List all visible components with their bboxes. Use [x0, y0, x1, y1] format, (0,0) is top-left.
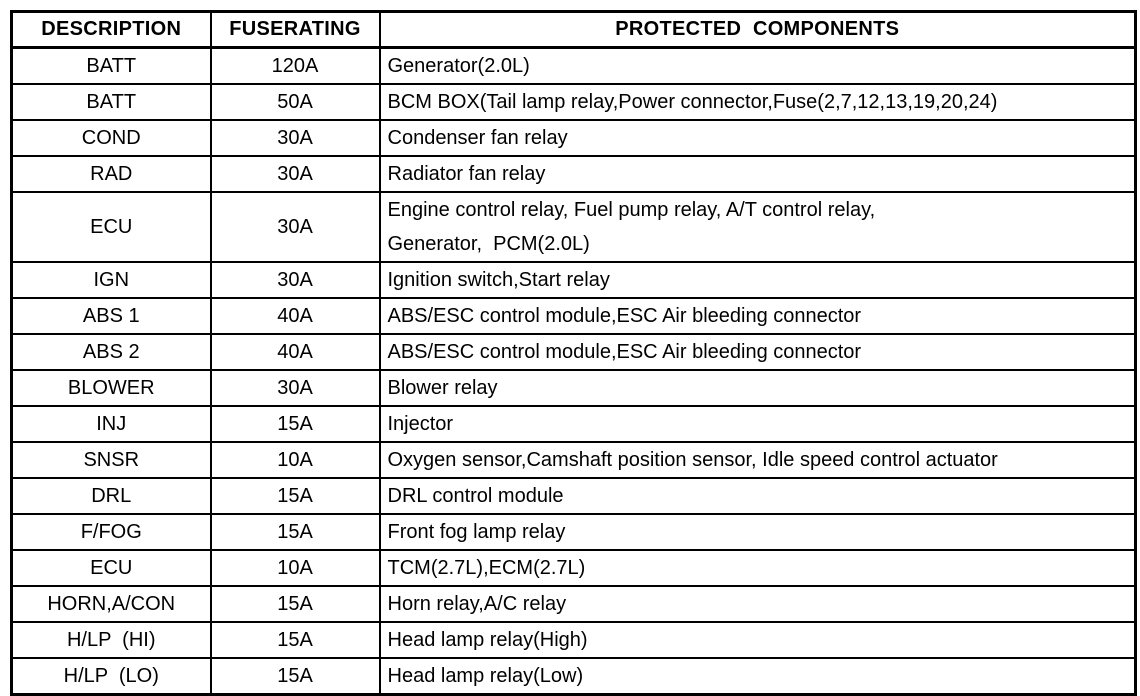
cell-description: INJ: [12, 406, 211, 442]
cell-fuse-rating: 50A: [211, 84, 380, 120]
cell-fuse-rating: 10A: [211, 442, 380, 478]
cell-fuse-rating: 15A: [211, 514, 380, 550]
table-body: [12, 48, 1136, 695]
cell-protected-components: [380, 514, 1136, 550]
cell-protected-components: [380, 442, 1136, 478]
header-description: DESCRIPTION: [12, 12, 211, 48]
component-line: ABS/ESC control module,ESC Air bleeding connector: [387, 341, 862, 363]
header-protected-components: PROTECTED COMPONENTS: [380, 12, 1136, 48]
fuse-table: [10, 10, 1137, 696]
cell-description: ABS 1: [12, 298, 211, 334]
table-row: [12, 84, 1136, 120]
component-line: Ignition switch,Start relay: [387, 269, 610, 291]
cell-protected-components: [380, 192, 1136, 262]
cell-description: BATT: [12, 84, 211, 120]
cell-protected-components: [380, 156, 1136, 192]
cell-protected-components: [380, 84, 1136, 120]
cell-description: RAD: [12, 156, 211, 192]
table-row: [12, 622, 1136, 658]
component-line: Generator(2.0L): [387, 55, 530, 77]
cell-protected-components: [380, 406, 1136, 442]
cell-fuse-rating: 40A: [211, 298, 380, 334]
table-row: [12, 658, 1136, 695]
cell-protected-components: [380, 622, 1136, 658]
cell-fuse-rating: 10A: [211, 550, 380, 586]
cell-description: ABS 2: [12, 334, 211, 370]
cell-fuse-rating: 30A: [211, 262, 380, 298]
cell-fuse-rating: 120A: [211, 48, 380, 85]
table-row: [12, 370, 1136, 406]
cell-description: F/FOG: [12, 514, 211, 550]
table-row: [12, 478, 1136, 514]
component-line: BCM BOX(Tail lamp relay,Power connector,Fuse(2,7,12,13,19,20,24): [387, 91, 998, 113]
cell-fuse-rating: 15A: [211, 478, 380, 514]
component-line: Radiator fan relay: [387, 163, 546, 185]
cell-description: H/LP (HI): [12, 622, 211, 658]
table-row: [12, 192, 1136, 262]
cell-description: ECU: [12, 550, 211, 586]
cell-fuse-rating: 15A: [211, 622, 380, 658]
cell-protected-components: [380, 370, 1136, 406]
cell-fuse-rating: 40A: [211, 334, 380, 370]
component-line: TCM(2.7L),ECM(2.7L): [387, 557, 586, 579]
table-row: [12, 298, 1136, 334]
component-line: Condenser fan relay: [387, 127, 568, 149]
cell-description: DRL: [12, 478, 211, 514]
table-header: [12, 12, 1136, 48]
component-line: DRL control module: [387, 485, 564, 507]
cell-description: BATT: [12, 48, 211, 85]
cell-description: SNSR: [12, 442, 211, 478]
cell-fuse-rating: 30A: [211, 120, 380, 156]
cell-description: H/LP (LO): [12, 658, 211, 695]
cell-protected-components: [380, 120, 1136, 156]
component-line: Front fog lamp relay: [387, 521, 566, 543]
cell-protected-components: [380, 478, 1136, 514]
cell-fuse-rating: 30A: [211, 192, 380, 262]
cell-fuse-rating: 15A: [211, 406, 380, 442]
cell-description: IGN: [12, 262, 211, 298]
table-row: [12, 48, 1136, 85]
component-line: Horn relay,A/C relay: [387, 593, 567, 615]
table-row: [12, 550, 1136, 586]
cell-description: BLOWER: [12, 370, 211, 406]
table-row: [12, 334, 1136, 370]
cell-protected-components: [380, 550, 1136, 586]
header-fuse-rating: FUSERATING: [211, 12, 380, 48]
component-line: Head lamp relay(Low): [387, 665, 584, 687]
cell-protected-components: [380, 298, 1136, 334]
table-row: [12, 586, 1136, 622]
table-row: [12, 514, 1136, 550]
cell-protected-components: [380, 334, 1136, 370]
cell-protected-components: [380, 658, 1136, 695]
cell-fuse-rating: 30A: [211, 156, 380, 192]
cell-fuse-rating: 30A: [211, 370, 380, 406]
component-line: Generator, PCM(2.0L): [387, 233, 590, 255]
cell-description: ECU: [12, 192, 211, 262]
table-row: [12, 406, 1136, 442]
cell-description: HORN,A/CON: [12, 586, 211, 622]
cell-protected-components: [380, 48, 1136, 85]
component-line: ABS/ESC control module,ESC Air bleeding connector: [387, 305, 862, 327]
component-line: Head lamp relay(High): [387, 629, 588, 651]
cell-fuse-rating: 15A: [211, 586, 380, 622]
cell-protected-components: [380, 262, 1136, 298]
cell-protected-components: [380, 586, 1136, 622]
table-row: [12, 262, 1136, 298]
component-line: Oxygen sensor,Camshaft position sensor, Idle speed control actuator: [387, 449, 998, 471]
header-row: [12, 12, 1136, 48]
cell-description: COND: [12, 120, 211, 156]
component-line: Injector: [387, 413, 454, 435]
table-row: [12, 442, 1136, 478]
cell-fuse-rating: 15A: [211, 658, 380, 695]
table-row: [12, 120, 1136, 156]
component-line: Blower relay: [387, 377, 498, 399]
component-line: Engine control relay, Fuel pump relay, A/T control relay,: [387, 199, 876, 221]
table-row: [12, 156, 1136, 192]
